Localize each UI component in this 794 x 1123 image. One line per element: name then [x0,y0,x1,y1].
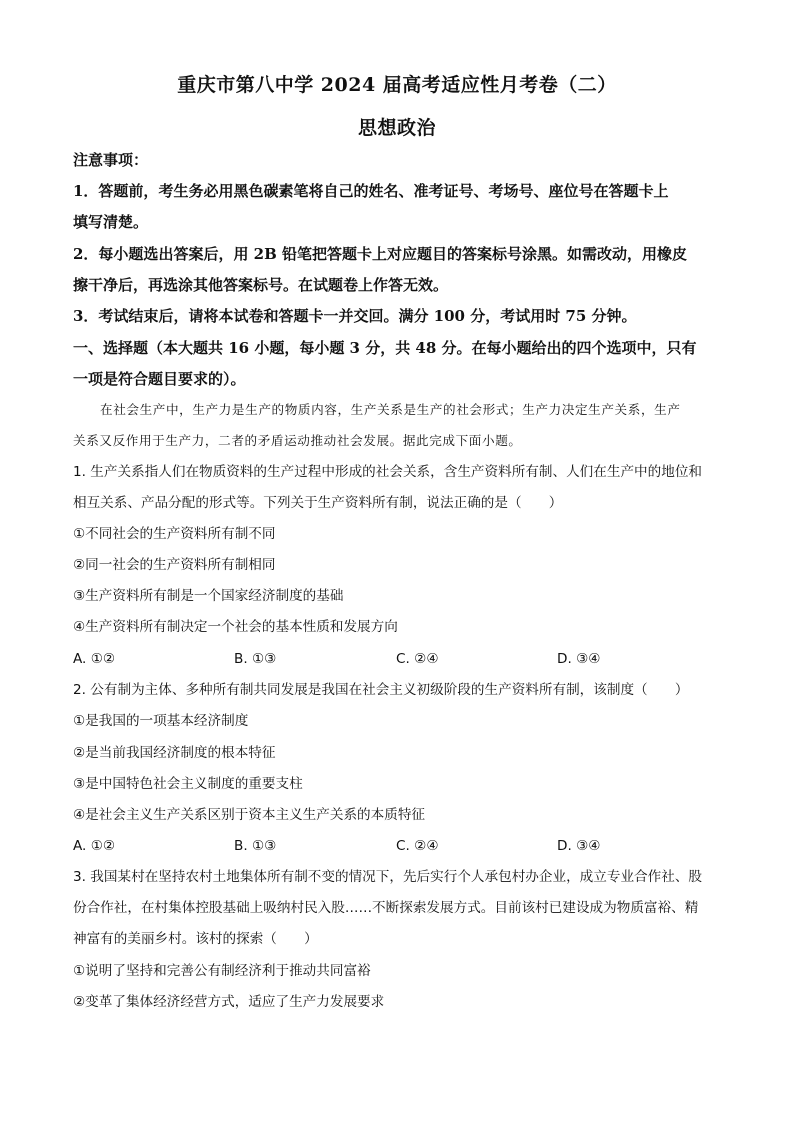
section-heading: 一项是符合题目要求的）。 [73,370,246,388]
exam-subject: 思想政治 [357,117,436,139]
question-statement: ④是社会主义生产关系区别于资本主义生产关系的本质特征 [73,807,426,823]
answer-options [73,649,733,669]
question-statement: ②是当前我国经济制度的根本特征 [73,745,276,761]
question-statement: ③是中国特色社会主义制度的重要支柱 [73,776,303,792]
section-heading: 一、选择题（本大题共 16 小题，每小题 3 分，共 48 分。在每小题给出的四个选项中，只有 [73,339,697,357]
reading-intro: 在社会生产中，生产力是生产的物质内容，生产关系是生产的社会形式；生产力决定生产关系，生产 [100,402,681,417]
option-b: B. ①③ [234,651,277,667]
reading-intro: 关系又反作用于生产力，二者的矛盾运动推动社会发展。据此完成下面小题。 [73,433,522,448]
option-c: C. ②④ [396,838,439,854]
notice-item: 填写清楚。 [73,213,149,231]
option-c: C. ②④ [396,651,439,667]
question-stem: 1. 生产关系指人们在物质资料的生产过程中形成的社会关系，含生产资料所有制、人们在生产中的地位和 [73,464,703,480]
option-d: D. ③④ [557,838,601,854]
option-d: D. ③④ [557,651,601,667]
option-b: B. ①③ [234,838,277,854]
notice-item: 1．答题前，考生务必用黑色碳素笔将自己的姓名、准考证号、考场号、座位号在答题卡上 [73,182,669,200]
question-stem: 神富有的美丽乡村。该村的探索（ ） [73,931,318,947]
question-stem: 2. 公有制为主体、多种所有制共同发展是我国在社会主义初级阶段的生产资料所有制，该制度（ ） [73,682,689,698]
question-statement: ①是我国的一项基本经济制度 [73,713,249,729]
notice-heading: 注意事项： [73,151,149,169]
option-a: A. ①② [73,838,116,854]
question-statement: ②变革了集体经济经营方式，适应了生产力发展要求 [73,994,385,1010]
exam-title: 重庆市第八中学 2024 届高考适应性月考卷（二） [177,74,617,96]
question-stem: 相互关系、产品分配的形式等。下列关于生产资料所有制，说法正确的是（ ） [73,495,563,511]
option-a: A. ①② [73,651,116,667]
question-statement: ②同一社会的生产资料所有制相同 [73,557,276,573]
question-statement: ③生产资料所有制是一个国家经济制度的基础 [73,588,344,604]
question-statement: ①说明了坚持和完善公有制经济利于推动共同富裕 [73,963,371,979]
notice-item: 3．考试结束后，请将本试卷和答题卡一并交回。满分 100 分，考试用时 75 分钟。 [73,307,637,325]
notice-item: 2．每小题选出答案后，用 2B 铅笔把答题卡上对应题目的答案标号涂黑。如需改动，用橡皮 [73,245,688,263]
question-statement: ④生产资料所有制决定一个社会的基本性质和发展方向 [73,619,398,635]
question-stem: 3. 我国某村在坚持农村土地集体所有制不变的情况下，先后实行个人承包村办企业，成立专业合作社、股 [73,869,703,885]
question-stem: 份合作社，在村集体控股基础上吸纳村民入股……不断探索发展方式。目前该村已建设成为物质富裕、精 [73,900,699,916]
question-statement: ①不同社会的生产资料所有制不同 [73,526,276,542]
answer-options [73,836,733,856]
notice-item: 擦干净后，再选涂其他答案标号。在试题卷上作答无效。 [73,276,449,294]
